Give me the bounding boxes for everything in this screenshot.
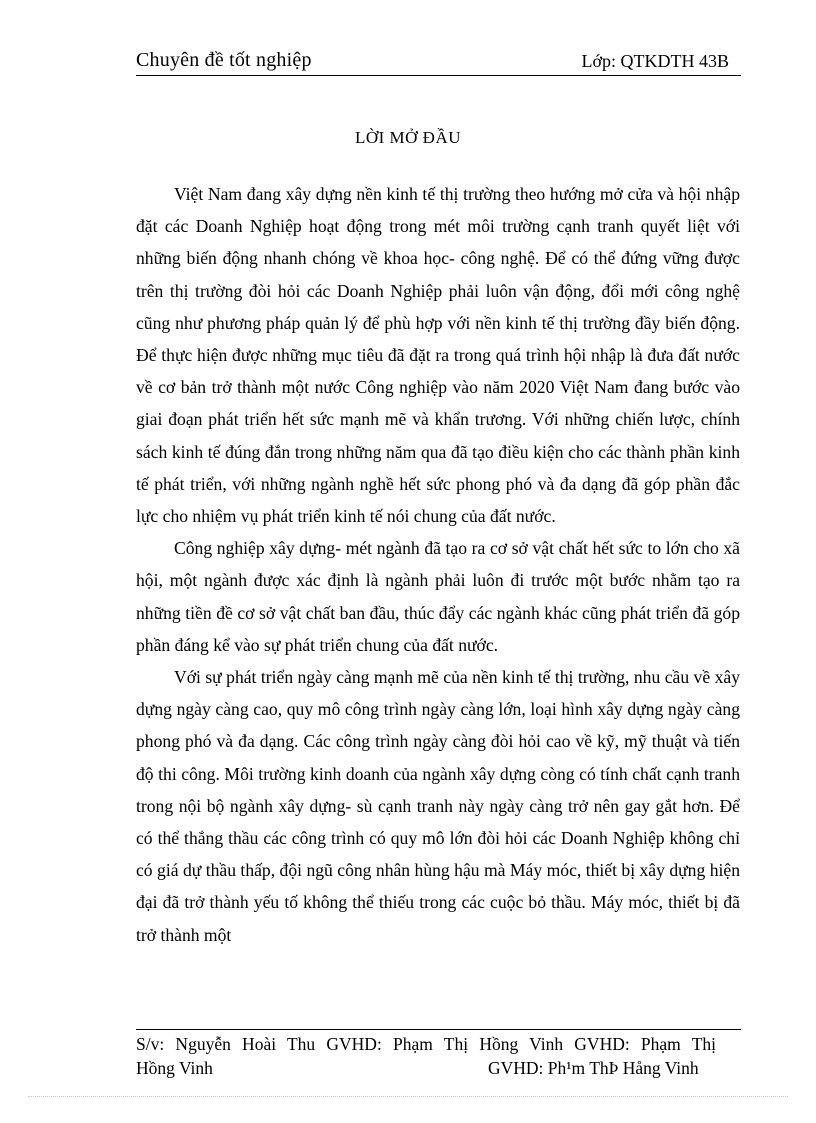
footer-line-2-right: GVHD: Ph¹m ThÞ Hång Vinh	[488, 1058, 699, 1078]
paragraph-3: Với sự phát triển ngày càng mạnh mẽ của nền kinh tế thị trường, nhu cầu về xây dựng ngày càng cao, quy mô công trình ngày càng lớn, loại hình xây dựng ngày càng phong phó và đa dạng. Các công trình ngày càng đòi hỏi cao về kỹ, mỹ thuật và tiến độ thi công. Môi trường kinh doanh của ngành xây dựng còng có tính chất cạnh tranh trong nội bộ ngành xây dựng- sù cạnh tranh này ngày càng trở nên gay gắt hơn. Để có thể thắng thầu các công trình có quy mô lớn đòi hỏi các Doanh Nghiệp không chỉ có giá dự thầu thấp, đội ngũ công nhân hùng hậu mà Máy móc, thiết bị xây dựng hiện đại đã trở thành yếu tố không thể thiếu trong các cuộc bỏ thầu. Máy móc, thiết bị đã trở thành một	[136, 667, 740, 945]
page-header	[136, 49, 741, 76]
footer-line-2	[136, 1056, 741, 1080]
paragraph-2: Công nghiệp xây dựng- mét ngành đã tạo ra cơ sở vật chất hết sức to lớn cho xã hội, một ngành được xác định là ngành phải luôn đi trước một bước nhằm tạo ra những tiền đề cơ sở vật chất ban đầu, thúc đẩy các ngành khác cũng phát triển đã góp phần đáng kể vào sự phát triển chung của đất nước.	[136, 538, 740, 655]
footer-line-1: S/v: Nguyễn Hoài Thu GVHD: Phạm Thị Hồng Vinh GVHD: Phạm Thị	[136, 1034, 716, 1054]
paragraph-1: Việt Nam đang xây dựng nền kinh tế thị trường theo hướng mở cửa và hội nhập đặt các Doanh Nghiệp hoạt động trong mét môi trường cạnh tranh quyết liệt với những biến động nhanh chóng về khoa học- công nghệ. Để có thể đứng vững được trên thị trường đòi hỏi các Doanh Nghiệp phải luôn vận động, đổi mới công nghệ cũng như phương pháp quản lý để phù hợp với nền kinh tế thị trường đầy biến động. Để thực hiện được những mục tiêu đã đặt ra trong quá trình hội nhập là đưa đất nước về cơ bản trở thành một nước Công nghiệp vào năm 2020 Việt Nam đang bước vào giai đoạn phát triển hết sức mạnh mẽ và khẩn trương. Với những chiến lược, chính sách kinh tế đúng đắn trong những năm qua đã tạo điều kiện cho các thành phần kinh tế phát triển, với những ngành nghề hết sức phong phó và đa dạng đã góp phần đắc lực cho nhiệm vụ phát triển kinh tế nói chung của đất nước.	[136, 184, 740, 527]
document-body	[136, 178, 740, 951]
page-bottom-divider	[28, 1096, 788, 1097]
page-title: LỜI MỞ ĐẦU	[354, 128, 462, 147]
header-class-label: Lớp: QTKDTH 43B	[581, 51, 729, 71]
footer-line-2-left: Hồng Vinh	[136, 1058, 213, 1078]
header-document-type: Chuyên đề tốt nghiệp	[136, 49, 312, 71]
page-footer	[136, 1029, 741, 1080]
